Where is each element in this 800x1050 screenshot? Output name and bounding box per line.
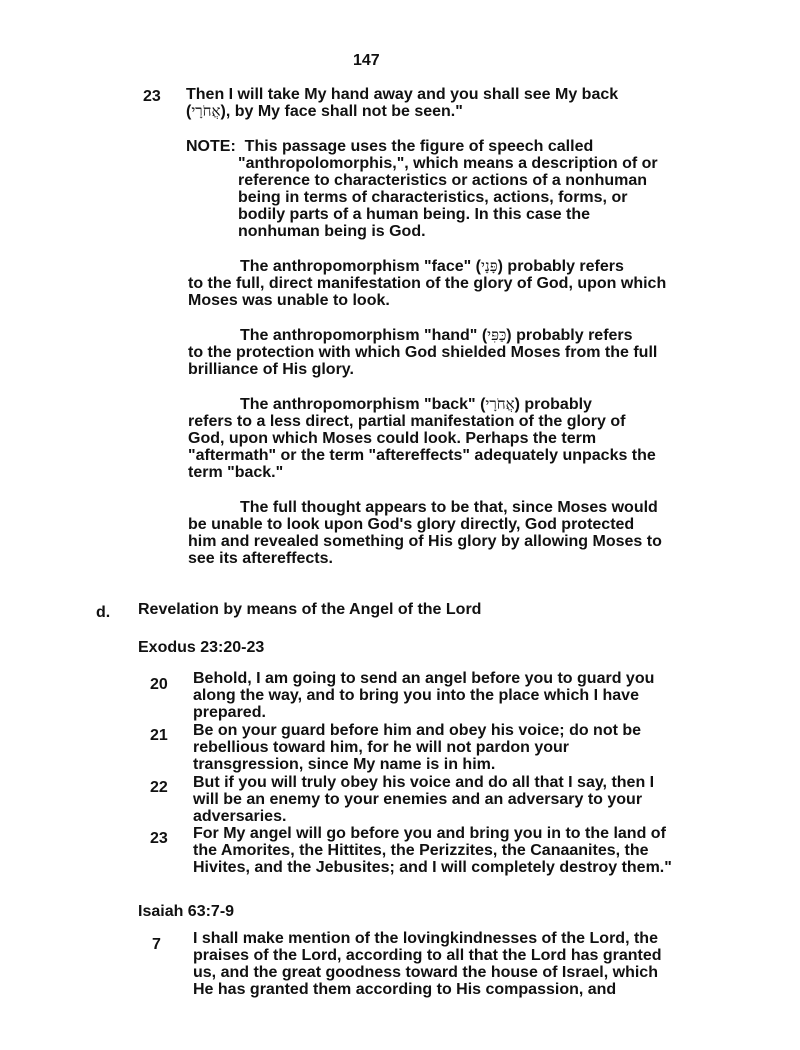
verse-number: 21 xyxy=(150,727,168,744)
verse-line: Then I will take My hand away and you shall see My back xyxy=(186,86,619,103)
section-letter: d. xyxy=(96,604,111,621)
hebrew-word-face: פָּנָי xyxy=(480,257,498,275)
paragraph-line: "aftermath" or the term "aftereffects" adequately unpacks the xyxy=(188,447,656,464)
verse-text xyxy=(193,825,703,876)
hebrew-word-hand: כַּפִּי xyxy=(487,326,507,344)
hebrew-word-back: אֲחֹרָי xyxy=(485,395,515,413)
verse-text xyxy=(193,930,703,998)
paragraph-line: Moses was unable to look. xyxy=(188,292,390,309)
paragraph-line: to the full, direct manifestation of the glory of God, upon which xyxy=(188,275,667,292)
verse-line: Behold, I am going to send an angel before you to guard you xyxy=(193,670,655,687)
page-number: 147 xyxy=(353,52,380,69)
verse-line: But if you will truly obey his voice and do all that I say, then I xyxy=(193,774,655,791)
note-line: This passage uses the figure of speech called xyxy=(244,138,594,155)
verse-line xyxy=(186,103,686,120)
note-line: being in terms of characteristics, actions, forms, or xyxy=(238,189,628,206)
paren-open: ( xyxy=(186,103,192,120)
verse-line: praises of the Lord, according to all that the Lord has granted xyxy=(193,947,662,964)
paragraph-line: see its aftereffects. xyxy=(188,550,333,567)
paragraph-line: God, upon which Moses could look. Perhaps the term xyxy=(188,430,597,447)
paragraph-hand xyxy=(188,327,703,378)
paragraph-line: to the protection with which God shielded Moses from the full xyxy=(188,344,658,361)
verse-line: He has granted them according to His compassion, and xyxy=(193,981,617,998)
paragraph-line: be unable to look upon God's glory directly, God protected xyxy=(188,516,635,533)
verse-line: Be on your guard before him and obey his voice; do not be xyxy=(193,722,642,739)
verse-text xyxy=(193,722,703,773)
paragraph-line: term "back." xyxy=(188,464,284,481)
verse-line-end: ), by My face shall not be seen." xyxy=(220,103,463,120)
scripture-reference: Exodus 23:20-23 xyxy=(138,639,265,656)
verse-line: transgression, since My name is in him. xyxy=(193,756,496,773)
verse-line: Hivites, and the Jebusites; and I will completely destroy them." xyxy=(193,859,672,876)
verse-line: I shall make mention of the lovingkindnesses of the Lord, the xyxy=(193,930,658,947)
verse-number: 23 xyxy=(150,830,168,847)
paragraph-back xyxy=(188,396,703,481)
verse-line: prepared. xyxy=(193,704,266,721)
verse-text xyxy=(186,86,686,120)
verse-text xyxy=(193,670,703,721)
verse-line: adversaries. xyxy=(193,808,287,825)
note-block xyxy=(186,138,696,240)
paragraph-line: refers to a less direct, partial manifestation of the glory of xyxy=(188,413,626,430)
verse-line: For My angel will go before you and bring you in to the land of xyxy=(193,825,666,842)
verse-number: 23 xyxy=(143,88,161,105)
note-line: "anthropolomorphis,", which means a description of or xyxy=(238,155,658,172)
paragraph-first-line: The anthropomorphism "back" (אֲחֹרָי) probably xyxy=(240,395,592,413)
paragraph-first-line: The anthropomorphism "face" (פָּנָי) probably refers xyxy=(240,257,624,275)
section-heading: Revelation by means of the Angel of the Lord xyxy=(138,601,482,618)
verse-number: 7 xyxy=(152,936,161,953)
note-label: NOTE: xyxy=(186,138,236,155)
verse-number: 20 xyxy=(150,676,168,693)
note-first-line xyxy=(186,138,696,155)
paragraph-full-thought xyxy=(188,499,703,567)
verse-number: 22 xyxy=(150,779,168,796)
paragraph-face xyxy=(188,258,703,309)
note-line: bodily parts of a human being. In this case the xyxy=(238,206,591,223)
verse-line: rebellious toward him, for he will not pardon your xyxy=(193,739,570,756)
paragraph-line: him and revealed something of His glory by allowing Moses to xyxy=(188,533,662,550)
verse-line: along the way, and to bring you into the place which I have xyxy=(193,687,639,704)
note-line: nonhuman being is God. xyxy=(238,223,426,240)
verse-line: us, and the great goodness toward the house of Israel, which xyxy=(193,964,658,981)
verse-line: will be an enemy to your enemies and an adversary to your xyxy=(193,791,643,808)
note-line: reference to characteristics or actions of a nonhuman xyxy=(238,172,648,189)
verse-text xyxy=(193,774,703,825)
paragraph-first-line: The anthropomorphism "hand" (כַּפִּי) probably refers xyxy=(240,326,633,344)
verse-line: the Amorites, the Hittites, the Perizzites, the Canaanites, the xyxy=(193,842,649,859)
paragraph-first-line: The full thought appears to be that, since Moses would xyxy=(240,499,658,516)
hebrew-word-back: אֲחֹרָי xyxy=(191,102,221,120)
scripture-reference: Isaiah 63:7-9 xyxy=(138,903,235,920)
paragraph-line: brilliance of His glory. xyxy=(188,361,354,378)
